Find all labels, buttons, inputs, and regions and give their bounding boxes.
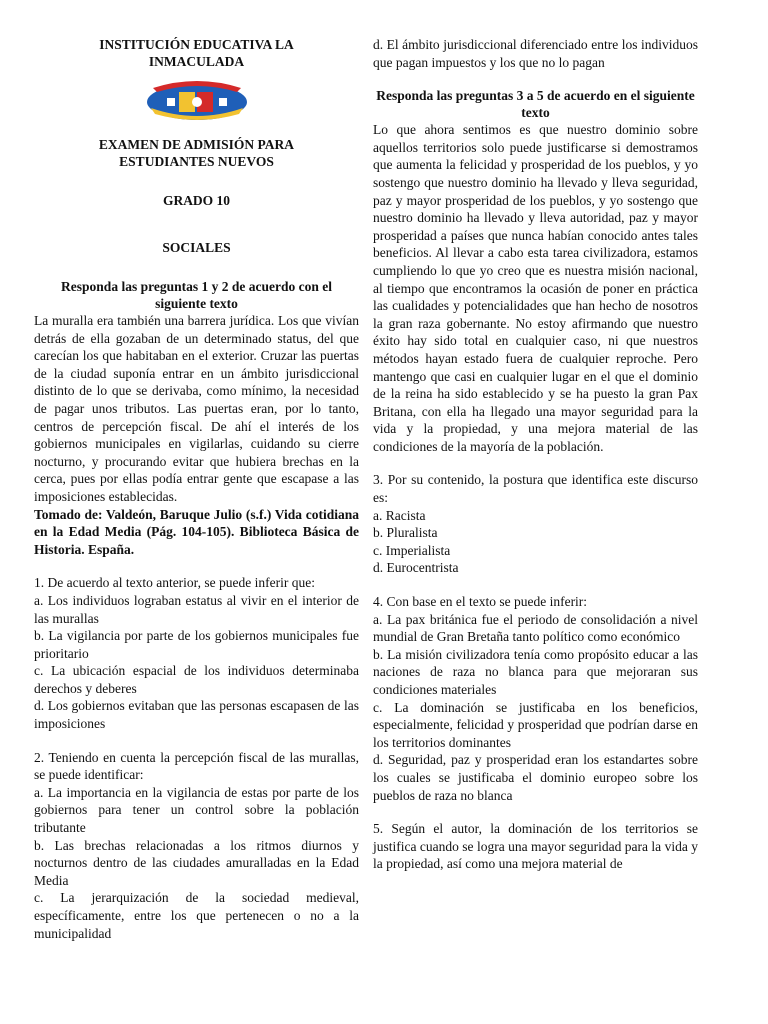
question-1-stem: 1. De acuerdo al texto anterior, se puede inferir que: <box>34 575 315 591</box>
question-2-option-b: b. Las brechas relacionadas a los ritmos diurnos y nocturnos dentro de las ciudades amuralladas en la Edad Media <box>34 837 359 888</box>
question-5-stem: 5. Según el autor, la dominación de los territorios se justifica cuando se logra una mayor seguridad para la vida y la propiedad, así como una mejora material de <box>373 821 698 872</box>
institution-title-line1: INSTITUCIÓN EDUCATIVA LA <box>99 37 294 52</box>
question-1-option-d: d. Los gobiernos evitaban que las personas escapasen de las imposiciones <box>34 698 359 732</box>
question-1-option-c: c. La ubicación espacial de los individuos determinaba derechos y deberes <box>34 663 359 696</box>
section2-reading-text: Lo que ahora sentimos es que nuestro dominio sobre aquellos territorios solo puede justificarse si demostramos que aumenta la felicidad y prosperidad de los pueblos, y yo sostengo que nuestro dominio ha llevado y lleva seguridad, paz y mayor prosperidad de los pueblos, y yo sostengo que nuestro dominio ha llevado y lleva autoridad, paz y mayor prosperidad a países que nunca habían conocido antes tales beneficios. Al llevar a cabo esta tarea civilizadora, estamos cumpliendo lo que yo creo que es nuestra misión nacional, al tiempo que encontramos la ocasión de poner en práctica las cualidades y potencialidades que han hecho de nosotros la gran raza gobernante. No estoy afirmando que nuestro éxito hay sido total en cualquier caso, ni que nuestros métodos hayan estado fuera de cualquier reproche. Pero mantengo que casi en cualquier lugar en el que el dominio de la reina ha sido establecido y se ha puesto la gran Pax Britana, con ella ha llegado una mayor seguridad para la vida y la propiedad, y una mejora material de las condiciones de la mayoría de la población. <box>373 122 698 454</box>
question-1-option-a: a. Los individuos lograban estatus al vivir en el interior de las murallas <box>34 592 359 626</box>
question-2-option-a: a. La importancia en la vigilancia de estas por parte de los gobiernos para tener un control sobre la población tributante <box>34 784 359 836</box>
subject-label: SOCIALES <box>162 240 231 255</box>
question-4-option-d: d. Seguridad, paz y prosperidad eran los estandartes sobre los cuales se justificaba el dominio europeo sobre los pueblos de raza no blanca <box>373 752 698 803</box>
grade-label: GRADO 10 <box>162 193 231 208</box>
question-2-option-c: c. La jerarquización de la sociedad medieval, específicamente, entre los que pertenecen o no a la municipalidad <box>34 890 359 941</box>
question-4-option-b: b. La misión civilizadora tenía como propósito educar a las naciones de raza no blanca para que mejoraran sus condiciones materiales <box>373 646 698 697</box>
section1-instruction: Responda las preguntas 1 y 2 de acuerdo con el siguiente texto <box>61 279 332 311</box>
institution-title-line2: INMACULADA <box>148 54 245 69</box>
exam-title-line1: EXAMEN DE ADMISIÓN PARA <box>98 137 295 152</box>
left-column <box>34 36 359 942</box>
question-3-option-d: d. Eurocentrista <box>373 560 459 576</box>
section2-instruction: Responda las preguntas 3 a 5 de acuerdo en el siguiente texto <box>376 88 695 121</box>
question-2-stem: 2. Teniendo en cuenta la percepción fiscal de las murallas, se puede identificar: <box>34 749 359 783</box>
question-4-stem: 4. Con base en el texto se puede inferir: <box>373 594 588 610</box>
section1-source: Tomado de: Valdeón, Baruque Julio (s.f.) Vida cotidiana en la Edad Media (Pág. 104-105). Biblioteca Básica de Historia. España. <box>34 506 359 557</box>
question-1-option-b: b. La vigilancia por parte de los gobiernos municipales fue prioritario <box>34 628 359 661</box>
question-4-option-c: c. La dominación se justificaba en los beneficios, especialmente, felicidad y prosperidad que podrían darse en los territorios dominantes <box>373 699 698 750</box>
exam-title-line2: ESTUDIANTES NUEVOS <box>119 154 274 169</box>
right-column <box>373 36 698 873</box>
question-4-option-a: a. La pax británica fue el periodo de consolidación a nivel mundial de Gran Bretaña tanto político como económico <box>373 611 698 645</box>
school-crest-icon <box>145 78 249 124</box>
question-3-option-a: a. Racista <box>373 507 426 523</box>
question-3-stem: 3. Por su contenido, la postura que identifica este discurso es: <box>373 472 698 506</box>
section1-reading-text: La muralla era también una barrera jurídica. Los que vivían detrás de ella gozaban de un determinado status, del que carecían los que habitaban en el exterior. Cruzar las puertas de la ciudad suponía entrar en un ámbito jurisdiccional distinto de lo que se derivaba, como mínimo, la necesidad de pagar unos tributos. Las puertas eran, por lo tanto, centros de percepción fiscal. De ahí el interés de los gobiernos municipales en vigilarlas, cuidando su cierre nocturno, y procurando evitar que hubiera brechas en la cerca, pues por ellas podía entrar gente que escapase a las imposiciones establecidas. <box>34 313 359 504</box>
question-2-option-d: d. El ámbito jurisdiccional diferenciado entre los individuos que pagan impuestos y los que no lo pagan <box>373 37 698 70</box>
question-3-option-b: b. Pluralista <box>373 525 438 541</box>
question-3-option-c: c. Imperialista <box>373 542 451 558</box>
